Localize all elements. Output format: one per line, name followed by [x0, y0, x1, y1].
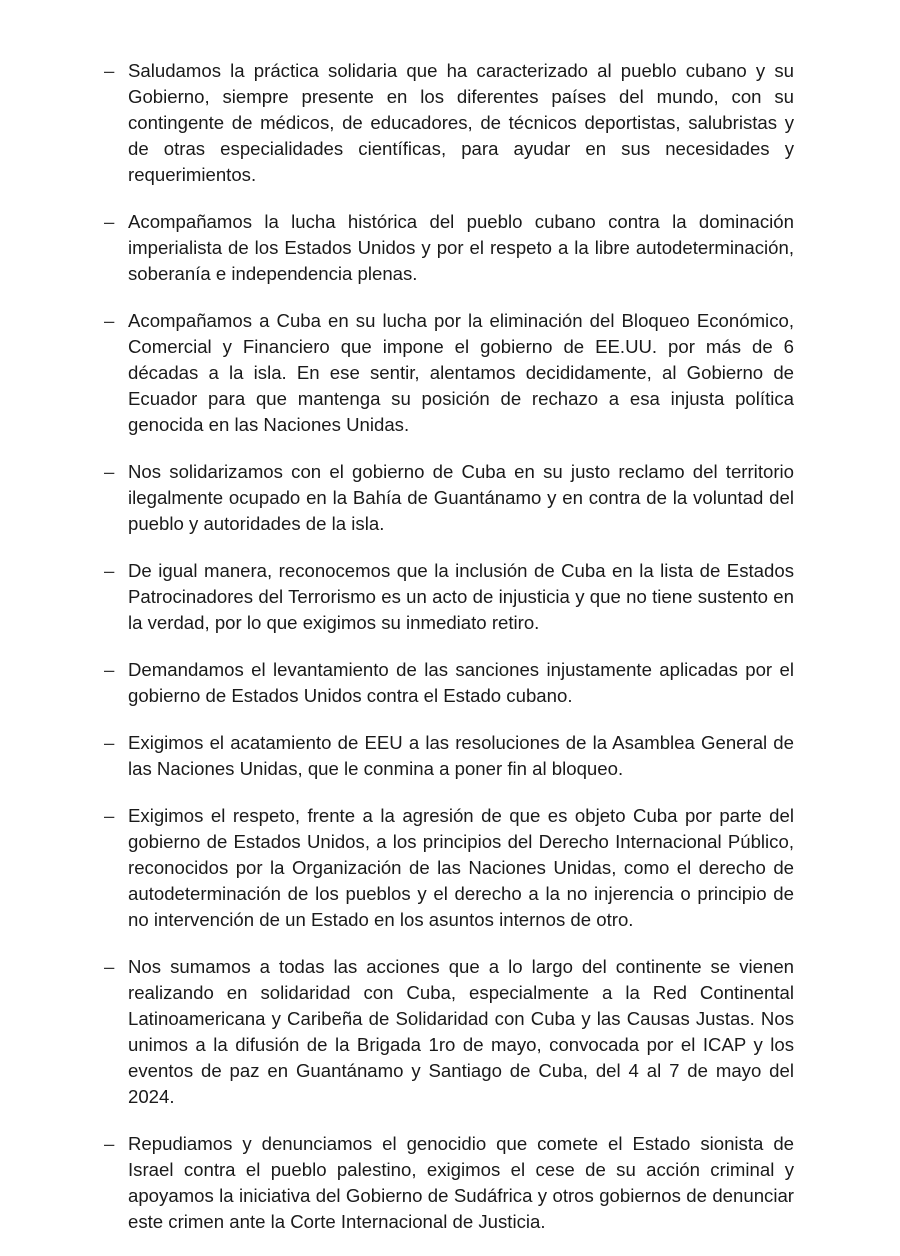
list-item: [104, 558, 794, 636]
list-item: [104, 803, 794, 933]
list-item: [104, 209, 794, 287]
bullet-dash: –: [104, 211, 115, 232]
declaration-list: [104, 58, 794, 1256]
list-item-text: Saludamos la práctica solidaria que ha caracterizado al pueblo cubano y su Gobierno, siempre presente en los diferentes países del mundo, con su contingente de médicos, de educadores, de técnicos deportistas, salubristas y de otras especialidades científicas, para ayudar en sus necesidades y requerimientos.: [128, 60, 794, 185]
bullet-dash: –: [104, 310, 115, 331]
list-item: [104, 730, 794, 782]
list-item: [104, 1131, 794, 1235]
list-item-text: Demandamos el levantamiento de las sanciones injustamente aplicadas por el gobierno de Estados Unidos contra el Estado cubano.: [128, 659, 794, 706]
list-item: [104, 308, 794, 438]
list-item-text: De igual manera, reconocemos que la inclusión de Cuba en la lista de Estados Patrocinadores del Terrorismo es un acto de injusticia y que no tiene sustento en la verdad, por lo que exigimos su inmediato retiro.: [128, 560, 794, 633]
bullet-dash: –: [104, 60, 115, 81]
list-item-text: Exigimos el respeto, frente a la agresión de que es objeto Cuba por parte del gobierno de Estados Unidos, a los principios del Derecho Internacional Público, reconocidos por la Organización de las Naciones Unidas, como el derecho de autodeterminación de los pueblos y el derecho a la no injerencia o principio de no intervención de un Estado en los asuntos internos de otro.: [128, 805, 794, 930]
list-item: [104, 657, 794, 709]
list-item-text: Nos solidarizamos con el gobierno de Cuba en su justo reclamo del territorio ilegalmente ocupado en la Bahía de Guantánamo y en contra de la voluntad del pueblo y autoridades de la isla.: [128, 461, 794, 534]
bullet-dash: –: [104, 461, 115, 482]
list-item-text: Repudiamos y denunciamos el genocidio que comete el Estado sionista de Israel contra el pueblo palestino, exigimos el cese de su acción criminal y apoyamos la iniciativa del Gobierno de Sudáfrica y otros gobiernos de denunciar este crimen ante la Corte Internacional de Justicia.: [128, 1133, 794, 1232]
list-item-text: Exigimos el acatamiento de EEU a las resoluciones de la Asamblea General de las Naciones Unidas, que le conmina a poner fin al bloqueo.: [128, 732, 794, 779]
bullet-dash: –: [104, 956, 115, 977]
list-item-text: Acompañamos a Cuba en su lucha por la eliminación del Bloqueo Económico, Comercial y Financiero que impone el gobierno de EE.UU. por más de 6 décadas a la isla. En ese sentir, alentamos decididamente, al Gobierno de Ecuador para que mantenga su posición de rechazo a esa injusta política genocida en las Naciones Unidas.: [128, 310, 794, 435]
bullet-dash: –: [104, 805, 115, 826]
list-item-text: Nos sumamos a todas las acciones que a lo largo del continente se vienen realizando en solidaridad con Cuba, especialmente a la Red Continental Latinoamericana y Caribeña de Solidaridad con Cuba y las Causas Justas. Nos unimos a la difusión de la Brigada 1ro de mayo, convocada por el ICAP y los eventos de paz en Guantánamo y Santiago de Cuba, del 4 al 7 de mayo del 2024.: [128, 956, 794, 1107]
list-item: [104, 459, 794, 537]
list-item: [104, 954, 794, 1110]
bullet-dash: –: [104, 659, 115, 680]
list-item: [104, 58, 794, 188]
bullet-dash: –: [104, 1133, 115, 1154]
list-item-text: Acompañamos la lucha histórica del pueblo cubano contra la dominación imperialista de los Estados Unidos y por el respeto a la libre autodeterminación, soberanía e independencia plenas.: [128, 211, 794, 284]
bullet-dash: –: [104, 560, 115, 581]
bullet-dash: –: [104, 732, 115, 753]
